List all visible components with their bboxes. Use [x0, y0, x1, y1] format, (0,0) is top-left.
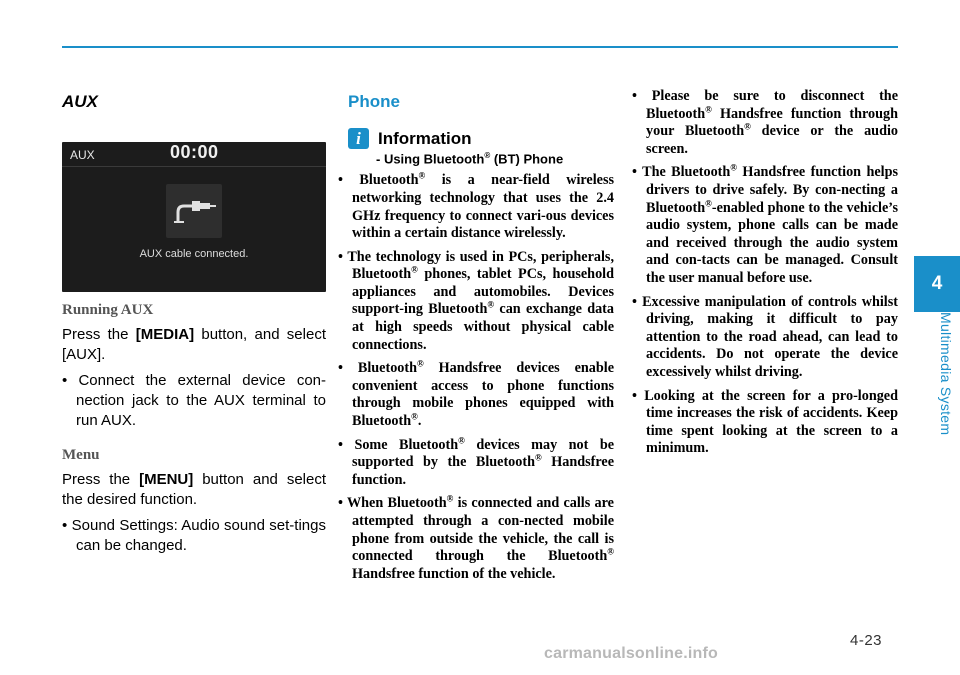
- list-item: • Looking at the screen for a pro-longed time increases the risk of accidents. Keep time spent looking at the screen to a minimum.: [632, 387, 898, 457]
- running-aux-bullet: • Connect the external device con-nection jack to the AUX terminal to run AUX.: [62, 372, 326, 429]
- information-header: [348, 128, 614, 149]
- phone-column: [336, 88, 614, 583]
- menu-instruction: Press the [MENU] button and select the desired function.: [62, 471, 327, 508]
- information-icon: i: [348, 128, 369, 149]
- list-item: • Bluetooth® is a near-field wireless networking technology that uses the 2.4 GHz frequency to connect vari-ous devices within a certain distance wirelessly.: [338, 170, 615, 242]
- screen-message: AUX cable connected.: [139, 248, 249, 260]
- list-item: • The Bluetooth® Handsfree function helps drivers to drive safely. By con-necting a Bluetooth®-enabled phone to the vehicle’s audio system, phone calls can be made and received through the audio system and con-tacts can be managed. Consult the user manual before use.: [632, 162, 898, 286]
- menu-heading: Menu: [62, 447, 100, 463]
- bluetooth-info-list: [338, 172, 614, 583]
- running-aux-heading: Running AUX: [62, 302, 154, 318]
- screen-source-label: AUX: [70, 148, 95, 162]
- aux-plug-icon: [166, 184, 222, 238]
- aux-section-title: AUX: [62, 92, 98, 111]
- list-item: • Excessive manipulation of controls whilst driving, making it difficult to pay attention to the road ahead, can lead to accidents. Do not operate the device excessively whilst driving.: [632, 293, 898, 380]
- chapter-label: Multimedia System: [938, 312, 954, 436]
- information-subtitle: - Using Bluetooth® (BT) Phone: [376, 151, 564, 167]
- sound-settings-bullet: • Sound Settings: Audio sound set-tings can be changed.: [62, 517, 326, 554]
- phone-column-continued: [632, 88, 898, 458]
- running-aux-instruction: Press the [MEDIA] button, and select [AUX].: [62, 326, 326, 363]
- watermark: carmanualsonline.info: [544, 645, 719, 662]
- list-item: • Bluetooth® Handsfree devices enable convenient access to phone functions through mobile phones equipped with Bluetooth®.: [338, 358, 614, 430]
- list-item: • Please be sure to disconnect the Bluetooth® Handsfree function through your Bluetooth® device or the audio screen.: [632, 88, 898, 157]
- information-title: Information: [378, 128, 472, 148]
- aux-column: [62, 88, 326, 556]
- page-number: 4-23: [850, 632, 883, 649]
- aux-screen-image: [62, 142, 326, 292]
- list-item: • When Bluetooth® is connected and calls are attempted through a con-nected mobile phone from outside the vehicle, the call is connected through the Bluetooth® Handsfree function of the vehicle.: [338, 493, 614, 582]
- media-key-label: [MEDIA]: [135, 326, 195, 343]
- list-item: • Some Bluetooth® devices may not be supported by the Bluetooth® Handsfree function.: [338, 434, 615, 488]
- menu-key-label: [MENU]: [139, 471, 194, 488]
- screen-time: 00:00: [170, 142, 219, 162]
- phone-section-title: Phone: [348, 92, 400, 111]
- list-item: • The technology is used in PCs, peripherals, Bluetooth® phones, tablet PCs, household appliances and automobiles. Devices support-ing Bluetooth® can exchange data at high speeds without physical cable connections.: [338, 248, 615, 353]
- header-rule: [62, 46, 898, 48]
- screen-header-divider: [62, 166, 326, 167]
- chapter-tab: 4: [914, 256, 960, 312]
